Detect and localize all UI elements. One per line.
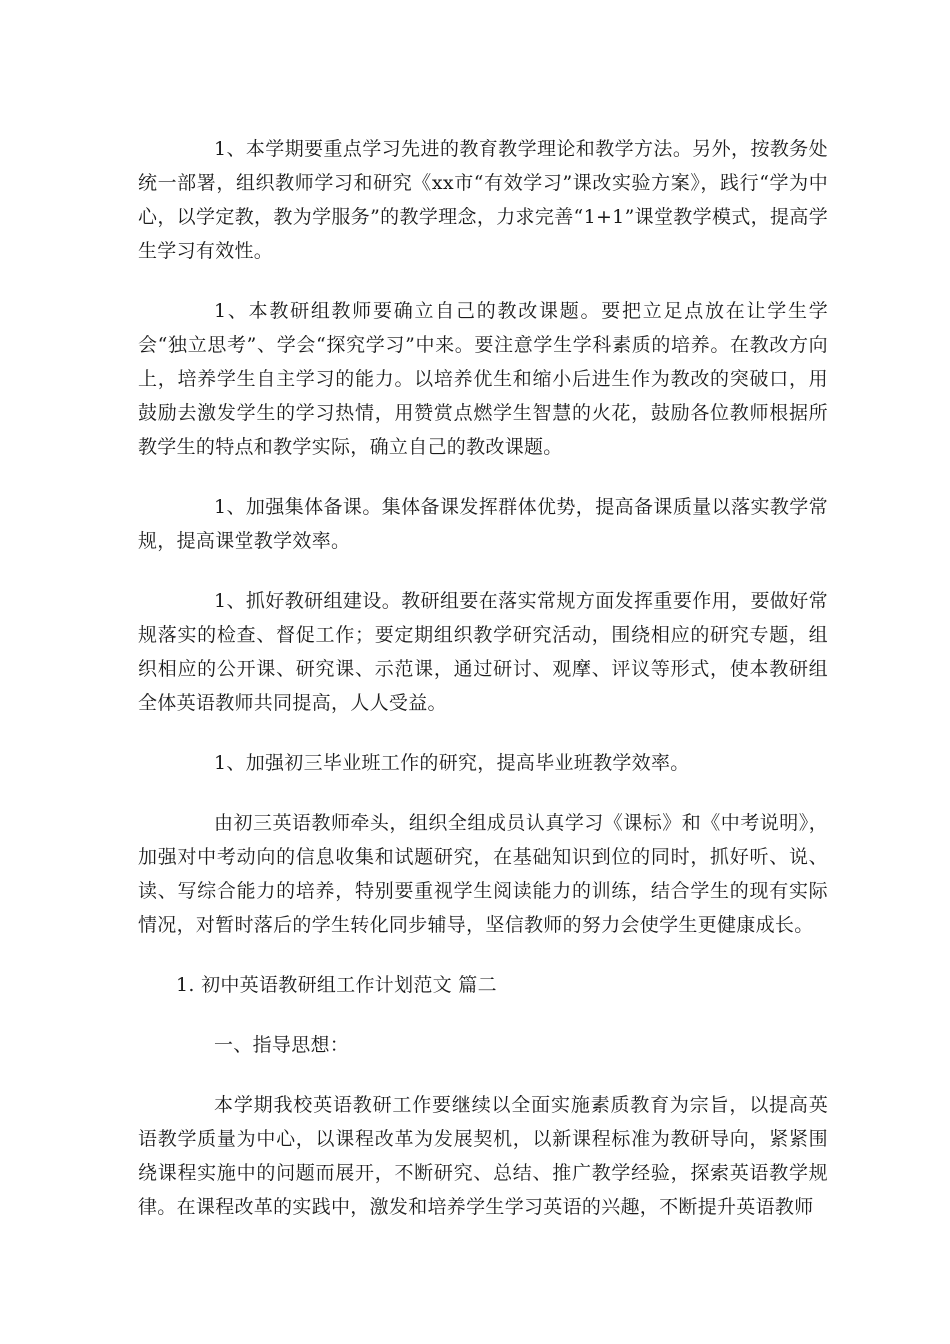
- paragraph-research-topics: 1、本教研组教师要确立自己的教改课题。要把立足点放在让学生学会“独立思考”、学会“探究学习”中来。要注意学生学科素质的培养。在教改方向上，培养学生自主学习的能力。以培养优生和缩小后进生作为教改的突破口，用鼓励去激发学生的学习热情，用赞赏点燃学生智慧的火花，鼓励各位教师根据所教学生的特点和教学实际，确立自己的教改课题。: [138, 300, 828, 458]
- paragraph-graduating-class: 1、加强初三毕业班工作的研究，提高毕业班教学效率。: [214, 752, 690, 774]
- paragraph-guiding-thought: 本学期我校英语教研工作要继续以全面实施素质教育为宗旨，以提高英语教学质量为中心，以课程改革为发展契机，以新课程标准为教研导向，紧紧围绕课程实施中的问题而展开，不断研究、总结、推广教学经验，探索英语教学规律。在课程改革的实践中，激发和培养学生学习英语的兴趣，不断提升英语教师: [138, 1094, 828, 1218]
- paragraph-study-theory: 1、本学期要重点学习先进的教育教学理论和教学方法。另外，按教务处统一部署，组织教师学习和研究《xx市“有效学习”课改实验方案》，践行“学为中心，以学定教，教为学服务”的教学理念，力求完善“1+1”课堂教学模式，提高学生学习有效性。: [138, 138, 828, 262]
- sub-heading-guiding-thought: 一、指导思想：: [214, 1034, 350, 1056]
- paragraph-group-building: 1、抓好教研组建设。教研组要在落实常规方面发挥重要作用，要做好常规落实的检查、督促工作；要定期组织教学研究活动，围绕相应的研究专题，组织相应的公开课、研究课、示范课，通过研讨、观摩、评议等形式，使本教研组全体英语教师共同提高，人人受益。: [138, 590, 828, 714]
- paragraph-exam-preparation: 由初三英语教师牵头，组织全组成员认真学习《课标》和《中考说明》，加强对中考动向的信息收集和试题研究，在基础知识到位的同时，抓好听、说、读、写综合能力的培养，特别要重视学生阅读能力的训练，结合学生的现有实际情况，对暂时落后的学生转化同步辅导，坚信教师的努力会使学生更健康成长。: [138, 812, 828, 936]
- document-body: [138, 132, 828, 1250]
- section-heading: 1. 初中英语教研组工作计划范文 篇二: [176, 974, 497, 996]
- paragraph-collective-lesson-prep: 1、加强集体备课。集体备课发挥群体优势，提高备课质量以落实教学常规，提高课堂教学效率。: [138, 496, 828, 552]
